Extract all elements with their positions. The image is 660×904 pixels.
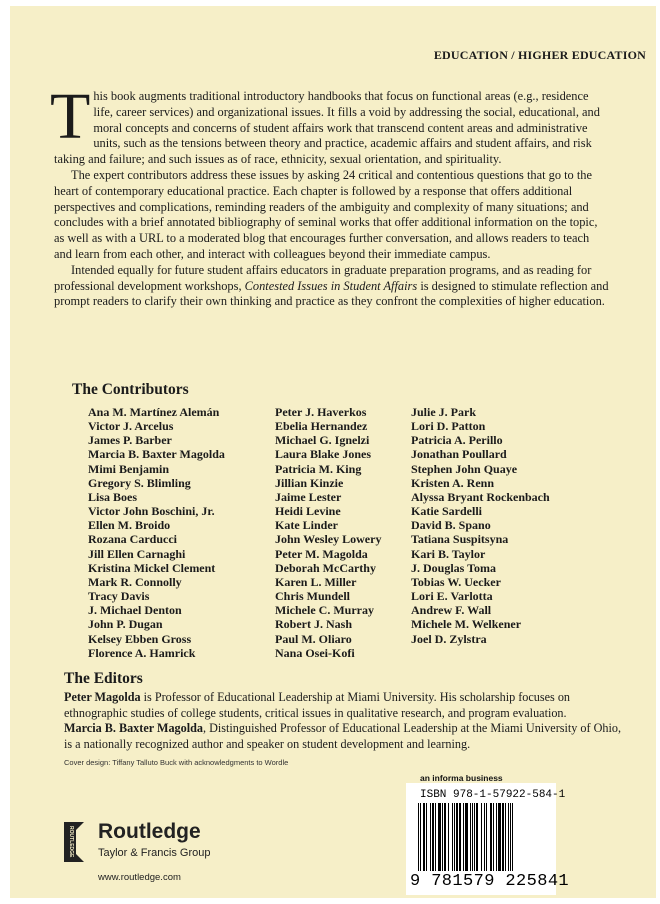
barcode-bar — [465, 803, 468, 871]
contributor-name: Joel D. Zylstra — [411, 631, 487, 646]
description-paragraph-2: The expert contributors address these issues by asking 24 critical and contentious questions that go to the heart of contemporary educational practice. Each chapter is followed by a response that offers additional perspectives and complications, reminding readers of the ambiguity and complexity of many situations; and concludes with a brief annotated bibliography of seminal works that offer additional information on the topic, as well as with a URL to a moderated blog that encourages further conversation, and allows readers to teach and learn from each other, and interact with colleagues beyond their immediate campus. — [54, 167, 598, 261]
category-label: EDUCATION / HIGHER EDUCATION — [433, 48, 646, 62]
barcode-bar — [448, 803, 449, 871]
contributor-name: Michele M. Welkener — [411, 617, 522, 632]
barcode-bar — [444, 803, 446, 871]
contributor-name: James P. Barber — [88, 433, 172, 448]
barcode-bar — [423, 803, 425, 871]
contributor-name: Andrew F. Wall — [411, 603, 492, 618]
barcode-bar — [510, 803, 511, 871]
barcode-bar — [502, 803, 504, 871]
editors-heading: The Editors — [64, 670, 143, 687]
barcode — [406, 783, 570, 895]
svg-text:ROUTLEDGE: ROUTLEDGE — [68, 826, 74, 858]
contributor-name: Ellen M. Broido — [88, 518, 171, 533]
barcode-bar — [438, 803, 441, 871]
contributor-name: Lori D. Patton — [411, 419, 486, 434]
barcode-bar — [430, 803, 431, 871]
contributor-name: Deborah McCarthy — [275, 560, 376, 575]
contributor-name: Florence A. Hamrick — [88, 645, 196, 660]
contributor-name: Tobias W. Uecker — [411, 574, 501, 589]
barcode-bar — [474, 803, 475, 871]
contributor-name: Patricia M. King — [275, 461, 362, 476]
contributor-name: Peter J. Haverkos — [275, 405, 367, 419]
barcode-bar — [505, 803, 506, 871]
barcode-bar — [420, 803, 421, 871]
contributor-name: Ana M. Martínez Alemán — [88, 405, 220, 419]
contributors-column-2 — [275, 405, 381, 660]
editors-bios — [64, 690, 630, 752]
contributor-name: Marcia B. Baxter Magolda — [88, 447, 225, 462]
barcode-bar — [452, 803, 453, 871]
barcode-bar — [490, 803, 492, 871]
barcode-bar — [426, 803, 427, 871]
barcode-bar — [463, 803, 464, 871]
contributor-name: Jill Ellen Carnaghi — [88, 546, 186, 561]
barcode-bars — [418, 803, 544, 873]
contributor-name: Robert J. Nash — [275, 617, 352, 632]
contributor-name: J. Michael Denton — [88, 603, 182, 618]
barcode-bar — [472, 803, 473, 871]
contributor-name: Rozana Carducci — [88, 532, 177, 547]
contributor-name: Kari B. Taylor — [411, 546, 486, 561]
barcode-bar — [442, 803, 443, 871]
contributor-name: Gregory S. Blimling — [88, 475, 191, 490]
contributor-name: Kelsey Ebben Gross — [88, 631, 192, 646]
contributors-heading: The Contributors — [72, 381, 189, 398]
barcode-bar — [512, 803, 513, 871]
contributor-name: Stephen John Quaye — [411, 461, 518, 476]
description-paragraph-1: This book augments traditional introductory handbooks that focus on functional areas (e.g., residence life, career services) and organizational issues. It fills a void by addressing the social, educational, and moral concepts and concerns of student affairs work that transcend content areas and administrative units, such as the tensions between theory and practice, academic affairs and student affairs, and risk taking and failure; and such issues as of race, ethnicity, sexual orientation, and spirituality. — [50, 80, 600, 167]
contributor-name: Paul M. Oliaro — [275, 631, 352, 646]
editor-bio: Peter Magolda is Professor of Educational Leadership at Miami University. His scholarship focuses on ethnographic studies of college students, critical issues in qualitative research, and program evaluation. — [64, 690, 571, 720]
barcode-bar — [432, 803, 434, 871]
contributor-name: Mark R. Connolly — [88, 574, 182, 589]
contributor-name: Karen L. Miller — [275, 574, 357, 589]
contributor-name: Nana Osei-Kofi — [275, 645, 355, 660]
contributor-name: Michele C. Murray — [275, 603, 374, 618]
publisher-url: www.routledge.com — [98, 872, 181, 883]
ean-digits: 9 781579 225841 — [410, 872, 570, 891]
routledge-logo — [62, 820, 222, 864]
barcode-bar — [456, 803, 458, 871]
contributors-column-3 — [411, 405, 550, 646]
informa-business-label: an informa business — [420, 773, 503, 783]
contributor-name: Alyssa Bryant Rockenbach — [411, 489, 550, 504]
barcode-bar — [493, 803, 494, 871]
contributor-name: J. Douglas Toma — [411, 560, 497, 575]
contributor-name: Kristina Mickel Clement — [88, 560, 216, 575]
contributor-name: Jonathan Poullard — [411, 447, 507, 462]
contributor-name: Victor John Boschini, Jr. — [88, 504, 215, 519]
contributor-name: Victor J. Arcelus — [88, 419, 174, 434]
contributor-name: Laura Blake Jones — [275, 447, 372, 462]
contributor-name: Ebelia Hernandez — [275, 419, 368, 434]
barcode-bar — [484, 803, 485, 871]
contributor-name: Tracy Davis — [88, 589, 150, 604]
barcode-bar — [459, 803, 461, 871]
publisher-group: Taylor & Francis Group — [98, 847, 211, 859]
barcode-bar — [454, 803, 455, 871]
barcode-bar — [481, 803, 482, 871]
editor-name: Marcia B. Baxter Magolda — [64, 721, 204, 735]
barcode-bar — [508, 803, 509, 871]
contributor-name: Mimi Benjamin — [88, 461, 169, 476]
isbn-label: ISBN 978-1-57922-584-1 — [420, 789, 566, 801]
contributor-name: David B. Spano — [411, 518, 491, 533]
contributor-name: Julie J. Park — [411, 405, 476, 419]
cover-design-credit: Cover design: Tiffany Talluto Buck with acknowledgments to Wordle — [64, 758, 289, 767]
barcode-bar — [496, 803, 497, 871]
barcode-bar — [470, 803, 471, 871]
barcode-bar — [498, 803, 501, 871]
contributor-name: Kate Linder — [275, 518, 338, 533]
editor-bio: Marcia B. Baxter Magolda, Distinguished Professor of Educational Leadership at the Miami University of Ohio, is a nationally recognized author and speaker on student development and learning. — [64, 721, 622, 751]
contributors-column-1 — [88, 405, 225, 660]
description-paragraph-3: Intended equally for future student affairs educators in graduate preparation programs, and as reading for professional development workshops, Contested Issues in Student Affairs is designed to stimulate reflection and prompt readers to clarify their own thinking and practice as they confront the complexities of higher education. — [54, 262, 609, 309]
book-title-italic: Contested Issues in Student Affairs — [244, 278, 418, 293]
contributor-name: Jillian Kinzie — [275, 475, 344, 490]
contributor-name: Michael G. Ignelzi — [275, 433, 370, 448]
contributor-name: Katie Sardelli — [411, 504, 482, 519]
barcode-bar — [486, 803, 487, 871]
publisher-name: Routledge — [98, 820, 201, 843]
contributor-name: John P. Dugan — [88, 617, 163, 632]
barcode-bar — [418, 803, 419, 871]
contributor-name: Lori E. Varlotta — [411, 589, 493, 604]
contributor-name: Chris Mundell — [275, 589, 351, 604]
barcode-bar — [476, 803, 478, 871]
contributor-name: Jaime Lester — [275, 489, 342, 504]
contributor-name: Peter M. Magolda — [275, 546, 368, 561]
contributor-name: Kristen A. Renn — [411, 475, 495, 490]
contributor-name: John Wesley Lowery — [275, 532, 382, 547]
book-back-cover — [10, 6, 656, 898]
contributor-name: Heidi Levine — [275, 504, 341, 519]
contributor-name: Patricia A. Perillo — [411, 433, 503, 448]
drop-cap: T — [50, 80, 91, 153]
book-description — [50, 80, 610, 310]
routledge-logo-mark-icon — [62, 820, 88, 864]
editor-name: Peter Magolda — [64, 690, 141, 704]
barcode-bar — [435, 803, 436, 871]
contributor-name: Tatiana Suspitsyna — [411, 532, 509, 547]
contributor-name: Lisa Boes — [88, 489, 138, 504]
